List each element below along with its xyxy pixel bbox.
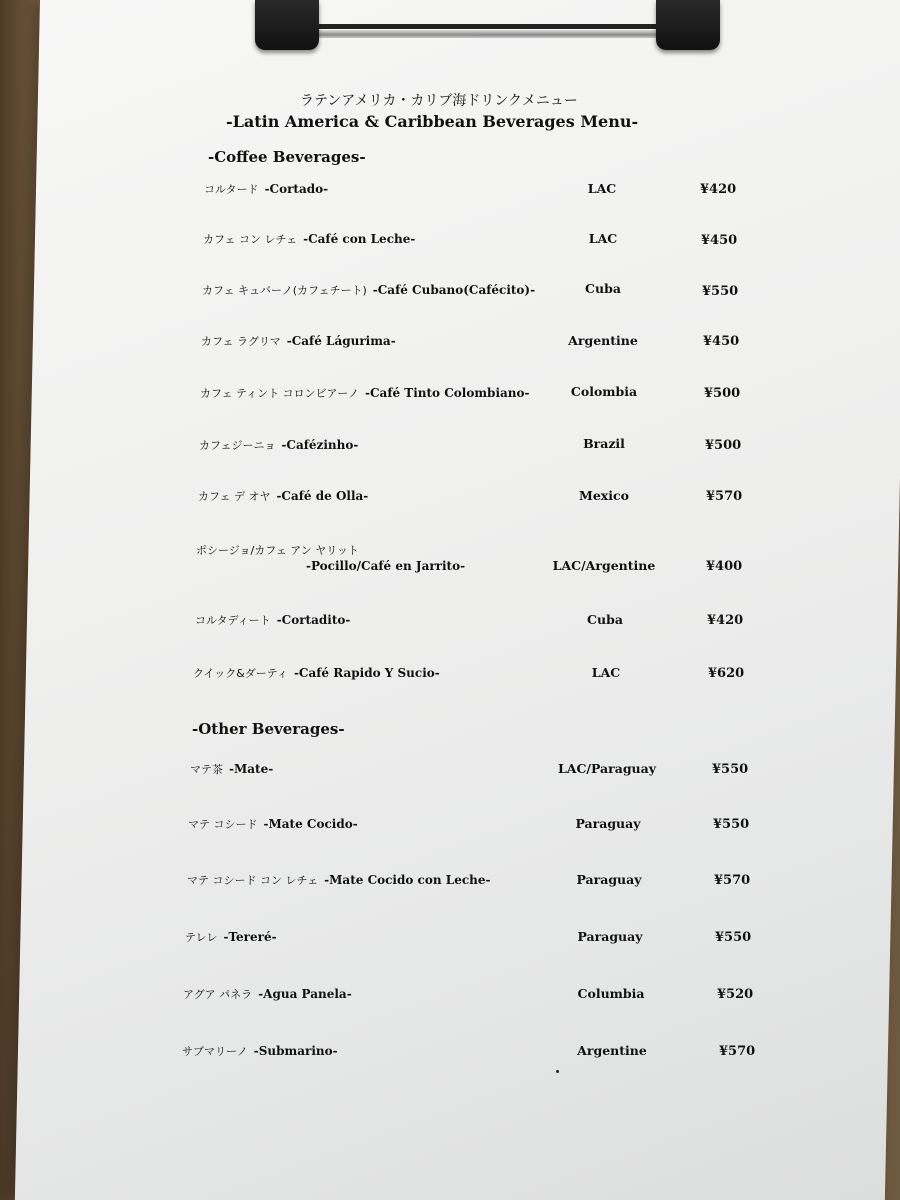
item-name-jp: テレレ [185,931,218,944]
item-origin: LAC/Argentine [552,558,656,573]
item-origin: LAC [588,231,618,246]
section-heading-coffee: -Coffee Beverages- [208,148,366,166]
item-origin: Brazil [583,436,625,451]
item-name-en: -Café de Olla- [276,489,369,503]
menu-item-name [202,282,535,298]
item-name-jp: コルタディート [195,614,271,627]
item-price: ¥620 [708,666,745,681]
item-name-en: -Tereré- [223,930,277,944]
item-price: ¥450 [703,334,740,349]
section-heading-other: -Other Beverages- [192,720,345,738]
item-origin: LAC [587,181,617,196]
item-name-en: -Submarino- [253,1044,338,1058]
item-name-en: -Agua Panela- [258,987,352,1001]
item-name-en: -Mate Cocido- [263,817,358,831]
item-name-jp: マテ コシード コン レチェ [187,874,319,887]
item-name-en: -Café Lágurima- [286,334,396,348]
item-name-jp: アグア パネラ [183,988,253,1001]
item-origin: Paraguay [576,872,642,887]
item-price: ¥550 [702,284,739,299]
item-origin: Argentine [577,1043,647,1058]
menu-item-name [182,1043,338,1059]
item-price: ¥520 [717,987,754,1002]
item-name-en: -Mate- [229,762,274,776]
item-origin: Paraguay [577,929,643,944]
item-name-jp: マテ コシード [188,818,258,831]
menu-title-english: -Latin America & Caribbean Beverages Menu- [226,112,639,131]
item-price: ¥420 [707,613,744,628]
item-name-jp: ポシージョ/カフェ アン ヤリット [196,544,359,557]
item-origin: Cuba [585,281,621,296]
menu-item-name [201,333,396,349]
item-price: ¥570 [706,489,743,504]
item-origin: Cuba [587,612,623,627]
item-origin: Mexico [579,488,629,503]
menu-item-name [204,181,328,197]
item-name-jp: カフェ ティント コロンビアーノ [200,387,360,400]
menu-item-name [200,385,529,401]
item-name-jp: カフェ コン レチェ [203,233,298,246]
menu-item-name-en-line: -Pocillo/Café en Jarrito- [306,559,466,573]
item-name-en: -Café con Leche- [303,232,416,246]
menu-item-name [199,437,358,453]
item-name-jp: カフェジーニョ [199,439,276,452]
item-name-en: -Cortadito- [276,613,351,627]
item-origin: Argentine [568,333,638,348]
item-name-en: -Café Tinto Colombiano- [365,386,530,400]
menu-item-name [187,872,491,888]
menu-item-name [203,231,415,247]
item-name-en: -Café Rapido Y Sucio- [293,666,440,680]
item-price: ¥570 [719,1044,756,1059]
ink-speck [556,1070,559,1073]
item-price: ¥550 [712,762,749,777]
item-price: ¥500 [704,386,741,401]
item-name-jp: コルタード [204,183,259,196]
item-price: ¥420 [700,182,737,197]
item-name-jp: カフェ デ オヤ [198,490,271,503]
item-name-en: -Cortado- [264,182,329,196]
item-price: ¥400 [706,559,743,574]
item-price: ¥450 [701,233,738,248]
item-name-jp: サブマリーノ [182,1045,248,1058]
item-origin: Colombia [570,384,638,399]
menu-item-name [193,665,440,681]
item-price: ¥570 [714,873,751,888]
menu-item-name-jp-line [196,542,365,558]
item-origin: LAC/Paraguay [557,761,657,776]
item-origin: Columbia [577,986,645,1001]
item-origin: Paraguay [575,816,641,831]
item-name-en: -Cafézinho- [281,438,359,452]
menu-item-name [198,488,368,504]
item-name-jp: マテ茶 [190,763,223,776]
menu-item-name [188,816,358,832]
item-name-jp: クイック&ダーティ [193,667,288,680]
item-name-en: -Café Cubano(Cafécito)- [372,283,536,297]
menu-item-name [183,986,352,1002]
menu-title-japanese: ラテンアメリカ・カリブ海ドリンクメニュー [300,93,578,109]
item-price: ¥500 [705,438,742,453]
item-origin: LAC [591,665,621,680]
menu-item-name [195,612,350,628]
item-price: ¥550 [713,817,750,832]
item-price: ¥550 [715,930,752,945]
menu-item-name [185,929,277,945]
item-name-en: -Mate Cocido con Leche- [324,873,491,887]
item-name-jp: カフェ キュバーノ(カフェチート) [202,284,367,297]
item-name-jp: カフェ ラグリマ [201,335,281,348]
menu-item-name [190,761,273,777]
